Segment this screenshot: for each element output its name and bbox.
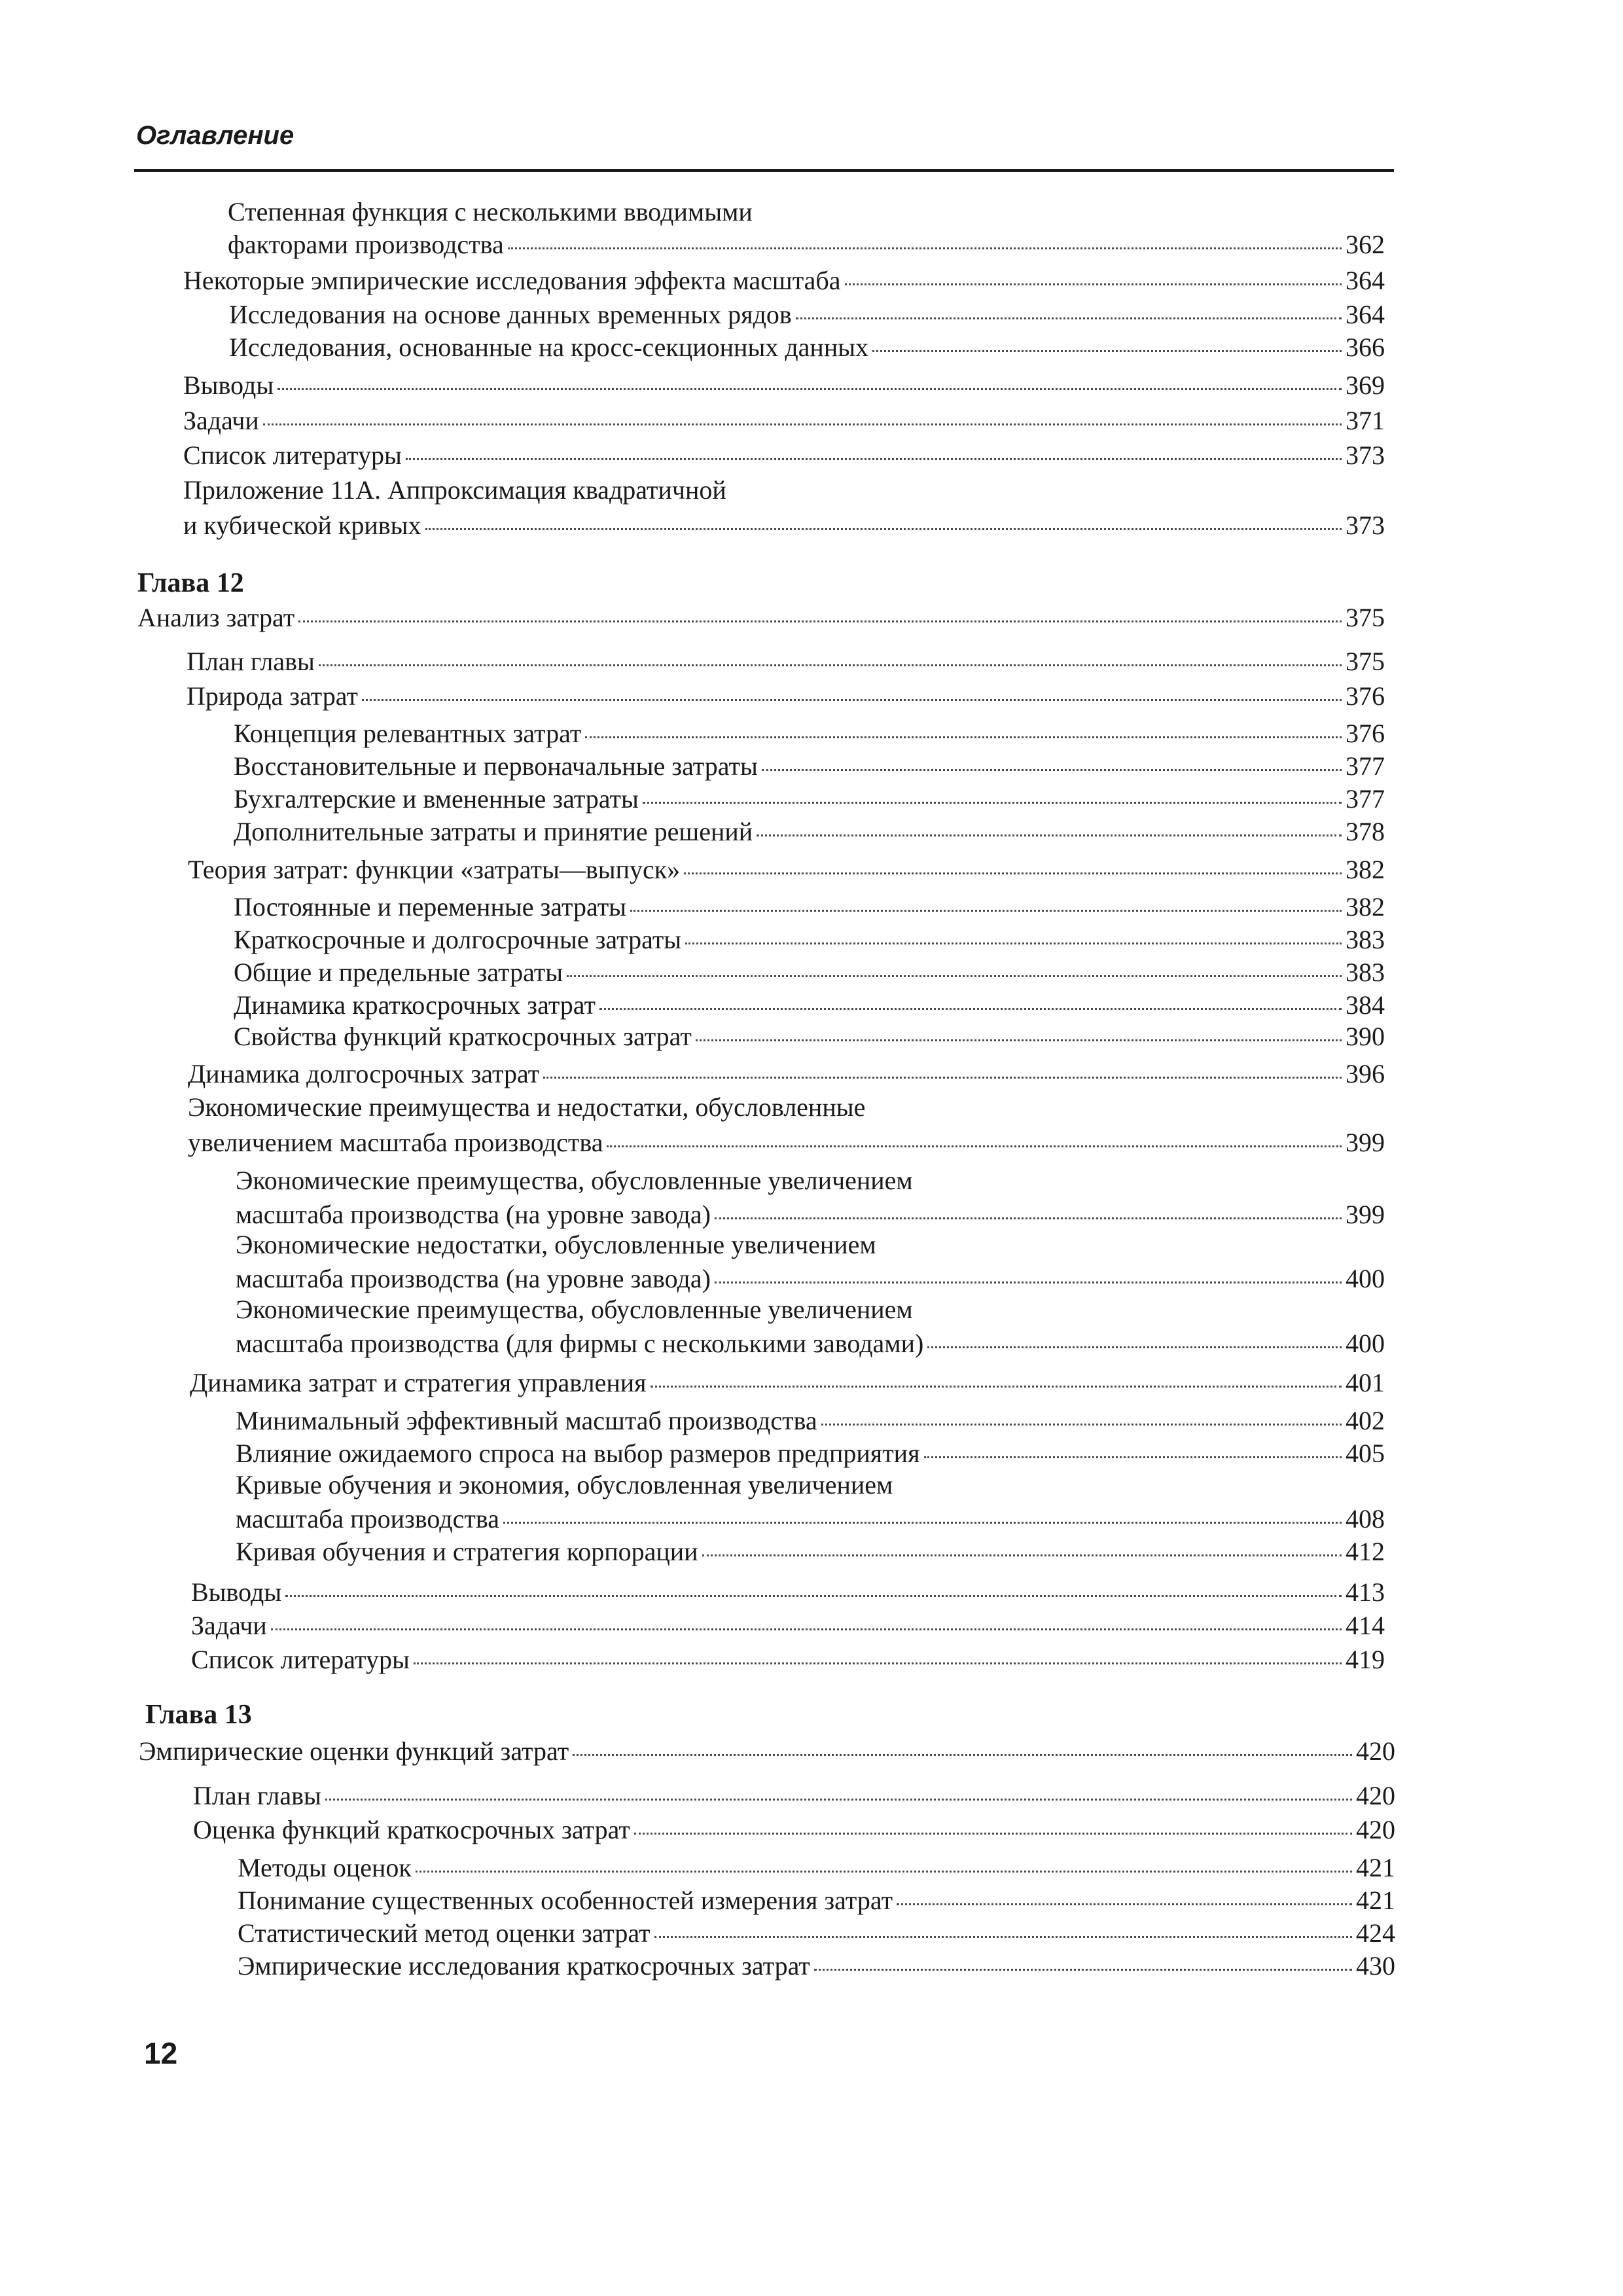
toc-entry-page: 400 <box>1346 1329 1385 1358</box>
toc-entry-page: 383 <box>1346 958 1385 987</box>
toc-entry-title: Общие и предельные затраты <box>234 958 563 987</box>
toc-entry-page: 376 <box>1346 719 1385 748</box>
toc-entry <box>238 1851 1395 1882</box>
toc-entry-title: Статистический метод оценки затрат <box>238 1918 651 1948</box>
dot-leader <box>684 849 1342 874</box>
toc-entry <box>234 782 1385 814</box>
toc-entry-page: 399 <box>1346 1128 1385 1157</box>
chapter-heading: Глава 13 <box>145 1700 252 1730</box>
toc-entry <box>188 1126 1385 1157</box>
dot-leader <box>503 1498 1342 1524</box>
toc-entry <box>190 1366 1385 1397</box>
toc-entry-line: Экономические недостатки, обусловленные увеличением <box>236 1230 876 1259</box>
toc-entry-title: Некоторые эмпирические исследования эффекта масштаба <box>183 266 841 295</box>
dot-leader <box>796 294 1342 319</box>
toc-entry-title: Минимальный эффективный масштаб производства <box>236 1406 817 1435</box>
toc-entry-page: 364 <box>1346 266 1385 295</box>
toc-entry-page: 421 <box>1356 1886 1395 1915</box>
dot-leader <box>654 1912 1352 1938</box>
toc-entry-page: 414 <box>1346 1611 1385 1640</box>
toc-entry <box>234 890 1385 922</box>
toc-entry <box>236 1327 1385 1358</box>
toc-entry <box>234 1020 1385 1051</box>
toc-entry-page: 366 <box>1346 332 1385 362</box>
dot-leader <box>924 1433 1342 1458</box>
dot-leader <box>599 984 1342 1010</box>
toc-entry-page: 382 <box>1346 892 1385 922</box>
toc-entry-page: 420 <box>1356 1781 1395 1810</box>
dot-leader <box>585 713 1342 738</box>
dot-leader <box>271 1605 1342 1630</box>
toc-entry-page: 421 <box>1356 1853 1395 1882</box>
dot-leader <box>762 745 1342 771</box>
dot-leader <box>651 1362 1342 1388</box>
toc-entry <box>183 439 1385 470</box>
toc-entry <box>193 1813 1395 1844</box>
toc-entry-page: 376 <box>1346 681 1385 711</box>
toc-entry-title: Концепция релевантных затрат <box>234 719 582 748</box>
toc-entry <box>234 815 1385 846</box>
toc-entry-title: Анализ затрат <box>137 603 295 632</box>
toc-entry <box>191 1643 1385 1674</box>
toc-entry-title: Краткосрочные и долгосрочные затраты <box>234 925 682 954</box>
toc-entry-page: 373 <box>1346 440 1385 470</box>
toc-entry-title: Оценка функций краткосрочных затрат <box>193 1815 630 1844</box>
toc-entry-line: Экономические преимущества, обусловленные увеличением <box>236 1166 913 1195</box>
toc-entry <box>187 645 1385 676</box>
toc-entry-title: масштаба производства (на уровне завода) <box>236 1264 711 1293</box>
toc-entry <box>236 1502 1385 1534</box>
toc-entry-page: 400 <box>1346 1264 1385 1293</box>
dot-leader <box>702 1531 1342 1556</box>
dot-leader <box>508 224 1342 249</box>
toc-entry-page: 399 <box>1346 1200 1385 1229</box>
toc-entry-title: Список литературы <box>191 1645 410 1674</box>
dot-leader <box>285 1571 1342 1597</box>
toc-entry-title: Динамика затрат и стратегия управления <box>190 1368 647 1397</box>
toc-entry <box>183 368 1385 400</box>
toc-entry-title: Методы оценок <box>238 1853 412 1882</box>
dot-leader <box>634 1809 1352 1835</box>
toc-entry-page: 420 <box>1356 1736 1395 1766</box>
toc-entry <box>191 1575 1385 1607</box>
toc-entry-line: Экономические преимущества, обусловленные увеличением <box>236 1295 913 1324</box>
toc-entry-page: 390 <box>1346 1022 1385 1051</box>
dot-leader <box>897 1880 1352 1905</box>
toc-entry <box>229 331 1385 362</box>
toc-entry-page: 375 <box>1346 603 1385 632</box>
toc-entry-page: 378 <box>1346 817 1385 846</box>
toc-entry-page: 430 <box>1356 1951 1395 1981</box>
toc-entry-title: Свойства функций краткосрочных затрат <box>234 1022 692 1051</box>
toc-entry-title: Динамика краткосрочных затрат <box>234 990 596 1020</box>
toc-entry <box>234 717 1385 748</box>
toc-entry <box>193 1779 1395 1810</box>
dot-leader <box>319 641 1342 666</box>
toc-entry-page: 383 <box>1346 925 1385 954</box>
toc-entry-page: 362 <box>1346 230 1385 259</box>
toc-entry <box>234 749 1385 781</box>
toc-entry-title: Бухгалтерские и вмененные затраты <box>234 784 639 814</box>
toc-entry <box>229 298 1385 329</box>
dot-leader <box>845 260 1342 285</box>
dot-leader <box>872 327 1342 352</box>
dot-leader <box>757 811 1342 836</box>
toc-entry-page: 371 <box>1346 406 1385 435</box>
toc-entry-title: Теория затрат: функции «затраты—выпуск» <box>188 855 681 884</box>
toc-entry <box>183 509 1385 540</box>
chapter-heading: Глава 12 <box>137 568 244 598</box>
toc-entry-title: Задачи <box>183 406 259 435</box>
dot-leader <box>630 886 1342 912</box>
toc-entry-title: Влияние ожидаемого спроса на выбор размеров предприятия <box>236 1439 920 1468</box>
toc-entry-page: 401 <box>1346 1368 1385 1397</box>
toc-entry-line: Приложение 11А. Аппроксимация квадратичной <box>183 475 726 505</box>
toc-entry-title: Понимание существенных особенностей измерения затрат <box>238 1886 893 1915</box>
toc-entry-title: масштаба производства (для фирмы с несколькими заводами) <box>236 1329 924 1358</box>
toc-entry <box>236 1198 1385 1229</box>
toc-entry-title: Список литературы <box>183 440 402 470</box>
toc-entry-title: Постоянные и переменные затраты <box>234 892 627 922</box>
toc-entry-title: План главы <box>193 1781 321 1810</box>
toc-entry-page: 412 <box>1346 1537 1385 1566</box>
dot-leader <box>414 1639 1342 1664</box>
dot-leader <box>543 1053 1342 1079</box>
toc-entry <box>234 988 1385 1020</box>
toc-entry <box>236 1262 1385 1293</box>
toc-entry <box>236 1404 1385 1435</box>
toc-entry <box>238 1884 1395 1915</box>
toc-entry <box>228 228 1385 259</box>
toc-entry <box>236 1535 1385 1566</box>
toc-entry <box>187 679 1385 711</box>
toc-entry-title: Природа затрат <box>187 681 358 711</box>
toc-entry-title: факторами производства <box>228 230 504 259</box>
toc-entry-page: 396 <box>1346 1059 1385 1088</box>
dot-leader <box>715 1258 1342 1283</box>
toc-entry <box>238 1916 1395 1948</box>
toc-entry-page: 373 <box>1346 511 1385 540</box>
dot-leader <box>685 919 1342 944</box>
toc-entry <box>183 404 1385 435</box>
toc-entry <box>191 1609 1385 1640</box>
dot-leader <box>277 365 1342 390</box>
toc-entry-title: План главы <box>187 647 315 676</box>
toc-entry <box>188 853 1385 884</box>
toc-entry-page: 377 <box>1346 784 1385 814</box>
toc-entry-page: 405 <box>1346 1439 1385 1468</box>
toc-entry-title: Эмпирические исследования краткосрочных затрат <box>238 1951 810 1981</box>
toc-entry-title: увеличением масштаба производства <box>188 1128 603 1157</box>
toc-entry-title: Выводы <box>191 1577 282 1607</box>
toc-entry-page: 382 <box>1346 855 1385 884</box>
dot-leader <box>416 1847 1352 1873</box>
dot-leader <box>567 952 1342 977</box>
dot-leader <box>425 505 1342 530</box>
toc-entry <box>238 1949 1395 1981</box>
toc-entry <box>236 1437 1385 1468</box>
toc-entry-title: Выводы <box>183 370 274 400</box>
toc-entry-title: Исследования, основанные на кросс-секционных данных <box>229 332 869 362</box>
toc-entry-page: 420 <box>1356 1815 1395 1844</box>
toc-entry-title: Дополнительные затраты и принятие решений <box>234 817 753 846</box>
toc-entry-title: масштаба производства <box>236 1504 499 1534</box>
toc-entry-line: Экономические преимущества и недостатки, обусловленные <box>188 1092 866 1122</box>
toc-entry-page: 377 <box>1346 751 1385 781</box>
dot-leader <box>643 778 1342 804</box>
toc-entry <box>234 923 1385 954</box>
dot-leader <box>696 1016 1342 1041</box>
toc-entry-page: 424 <box>1356 1918 1395 1948</box>
toc-entry-title: Задачи <box>191 1611 267 1640</box>
dot-leader <box>927 1323 1342 1348</box>
dot-leader <box>406 435 1342 460</box>
toc-entry-title: и кубической кривых <box>183 511 421 540</box>
toc-entry-page: 408 <box>1346 1504 1385 1534</box>
toc-entry-title: Восстановительные и первоначальные затраты <box>234 751 758 781</box>
dot-leader <box>298 597 1342 622</box>
dot-leader <box>362 675 1342 701</box>
toc-entry-line: Степенная функция с несколькими вводимыми <box>228 197 753 226</box>
toc-chapter-entry <box>137 601 1385 632</box>
dot-leader <box>715 1194 1342 1219</box>
dot-leader <box>821 1400 1342 1426</box>
toc-entry-page: 375 <box>1346 647 1385 676</box>
dot-leader <box>263 400 1342 425</box>
toc-entry <box>234 956 1385 987</box>
toc-entry-page: 413 <box>1346 1577 1385 1607</box>
toc-entry-page: 419 <box>1346 1645 1385 1674</box>
toc-entry-page: 369 <box>1346 370 1385 400</box>
toc-entry-title: масштаба производства (на уровне завода) <box>236 1200 711 1229</box>
toc-entry-line: Кривые обучения и экономия, обусловленная увеличением <box>236 1470 893 1499</box>
toc-entry <box>183 264 1385 295</box>
running-header: Оглавление <box>136 121 294 150</box>
toc-entry-page: 402 <box>1346 1406 1385 1435</box>
dot-leader <box>325 1775 1352 1801</box>
toc-entry-title: Динамика долгосрочных затрат <box>188 1059 540 1088</box>
toc-entry-title: Эмпирические оценки функций затрат <box>139 1736 569 1766</box>
toc-entry-page: 364 <box>1346 300 1385 329</box>
page-number: 12 <box>144 2036 178 2070</box>
toc-entry-page: 384 <box>1346 990 1385 1020</box>
dot-leader <box>607 1122 1342 1147</box>
toc-entry <box>188 1057 1385 1088</box>
toc-entry-title: Исследования на основе данных временных рядов <box>229 300 792 329</box>
dot-leader <box>573 1731 1352 1756</box>
dot-leader <box>814 1945 1352 1971</box>
toc-entry-title: Кривая обучения и стратегия корпорации <box>236 1537 698 1566</box>
toc-chapter-entry <box>139 1734 1395 1766</box>
